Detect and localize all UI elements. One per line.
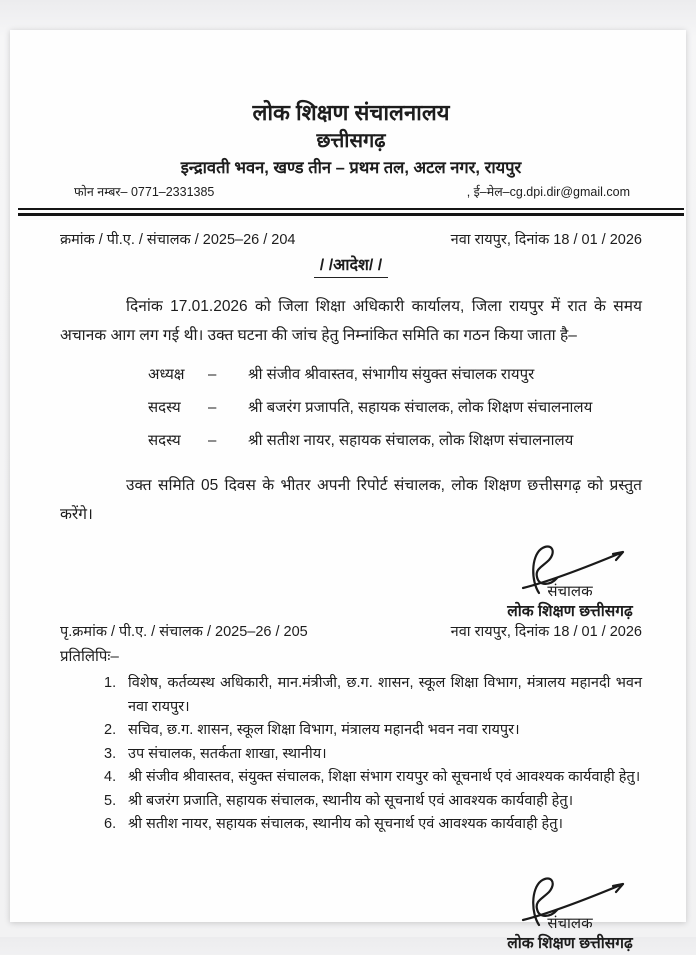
- committee-row: [60, 391, 642, 424]
- committee-member: श्री सतीश नायर, सहायक संचालक, लोक शिक्षण संचालनालय: [248, 432, 574, 449]
- copy-item-text: विशेष, कर्तव्यस्थ अधिकारी, मान.मंत्रीजी, छ.ग. शासन, स्कूल शिक्षा विभाग, मंत्रालय महानदी भवन नवा रायपुर।: [128, 675, 642, 715]
- committee-dash: –: [208, 432, 217, 449]
- committee-role: सदस्य: [148, 432, 181, 449]
- committee-list: [60, 358, 642, 457]
- copy-item-text: उप संचालक, सतर्कता शाखा, स्थानीय।: [128, 745, 327, 762]
- committee-dash: –: [208, 399, 217, 416]
- copy-item-text: श्री संजीव श्रीवास्तव, संयुक्त संचालक, शिक्षा संभाग रायपुर को सूचनार्थ एवं आवश्यक कार्यवाही हेतु।: [128, 769, 641, 785]
- document-content: [10, 30, 686, 953]
- order-heading: / /आदेश/ /: [314, 253, 388, 278]
- copy-item: [128, 790, 642, 814]
- committee-row: [60, 424, 642, 457]
- signatory-organization: लोक शिक्षण छत्तीसगढ़: [507, 603, 633, 620]
- place-date: नवा रायपुर, दिनांक 18 / 01 / 2026: [450, 232, 642, 248]
- copy-item-text: सचिव, छ.ग. शासन, स्कूल शिक्षा विभाग, मंत्रालय महानदी भवन नवा रायपुर।: [128, 722, 520, 738]
- copies-heading: प्रतिलिपिः–: [60, 648, 119, 665]
- signatory-designation: संचालक: [547, 583, 593, 600]
- scanned-document-page: [10, 30, 686, 952]
- org-state: छत्तीसगढ़: [316, 130, 386, 152]
- copy-item: [128, 672, 642, 719]
- signatory-organization: लोक शिक्षण छत्तीसगढ़: [507, 934, 633, 952]
- contact-row: [60, 183, 642, 200]
- org-address: इन्द्रावती भवन, खण्ड तीन – प्रथम तल, अटल नगर, रायपुर: [180, 159, 522, 177]
- reference-line-1: [60, 229, 642, 249]
- copies-list: [60, 672, 642, 837]
- copy-item-text: श्री सतीश नायर, सहायक संचालक, स्थानीय को सूचनार्थ एवं आवश्यक कार्यवाही हेतु।: [128, 816, 564, 832]
- copy-item: [128, 813, 642, 837]
- phone-number: फोन नम्बर– 0771–2331385: [74, 185, 215, 199]
- signatory-designation: संचालक: [547, 914, 593, 932]
- committee-role: सदस्य: [148, 399, 181, 416]
- letterhead-divider: [18, 208, 684, 216]
- copy-item: [128, 766, 642, 790]
- place-date: नवा रायपुर, दिनांक 18 / 01 / 2026: [450, 624, 642, 640]
- copy-item: [128, 743, 642, 767]
- body-paragraph-1: दिनांक 17.01.2026 को जिला शिक्षा अधिकारी कार्यालय, जिला रायपुर में रात के समय अचानक आग लग गई थी। उक्त घटना की जांच हेतु निम्नांकित समिति का गठन किया जाता है–: [60, 298, 642, 344]
- committee-dash: –: [208, 366, 217, 383]
- committee-member: श्री संजीव श्रीवास्तव, संभागीय संयुक्त संचालक रायपुर: [248, 366, 535, 383]
- committee-row: [60, 358, 642, 391]
- org-name: लोक शिक्षण संचालनालय: [252, 100, 450, 125]
- signature-block-2: [455, 873, 685, 953]
- body-paragraph-2: उक्त समिति 05 दिवस के भीतर अपनी रिपोर्ट संचालक, लोक शिक्षण छत्तीसगढ़ को प्रस्तुत करेंगे।: [60, 477, 642, 523]
- reference-line-2: [60, 621, 642, 641]
- letter-number: क्रमांक / पी.ए. / संचालक / 2025–26 / 204: [60, 232, 296, 248]
- copy-item-text: श्री बजरंग प्रजाति, सहायक संचालक, स्थानीय को सूचनार्थ एवं आवश्यक कार्यवाही हेतु।: [128, 792, 574, 809]
- committee-member: श्री बजरंग प्रजापति, सहायक संचालक, लोक शिक्षण संचालनालय: [248, 399, 593, 416]
- committee-role: अध्यक्ष: [148, 366, 185, 383]
- endorsement-number: पृ.क्रमांक / पी.ए. / संचालक / 2025–26 / 205: [60, 624, 308, 640]
- copy-item: [128, 719, 642, 743]
- order-heading-wrap: [60, 253, 642, 278]
- email-address: , ई–मेल–cg.dpi.dir@gmail.com: [466, 185, 630, 199]
- signature-block-1: [455, 541, 685, 620]
